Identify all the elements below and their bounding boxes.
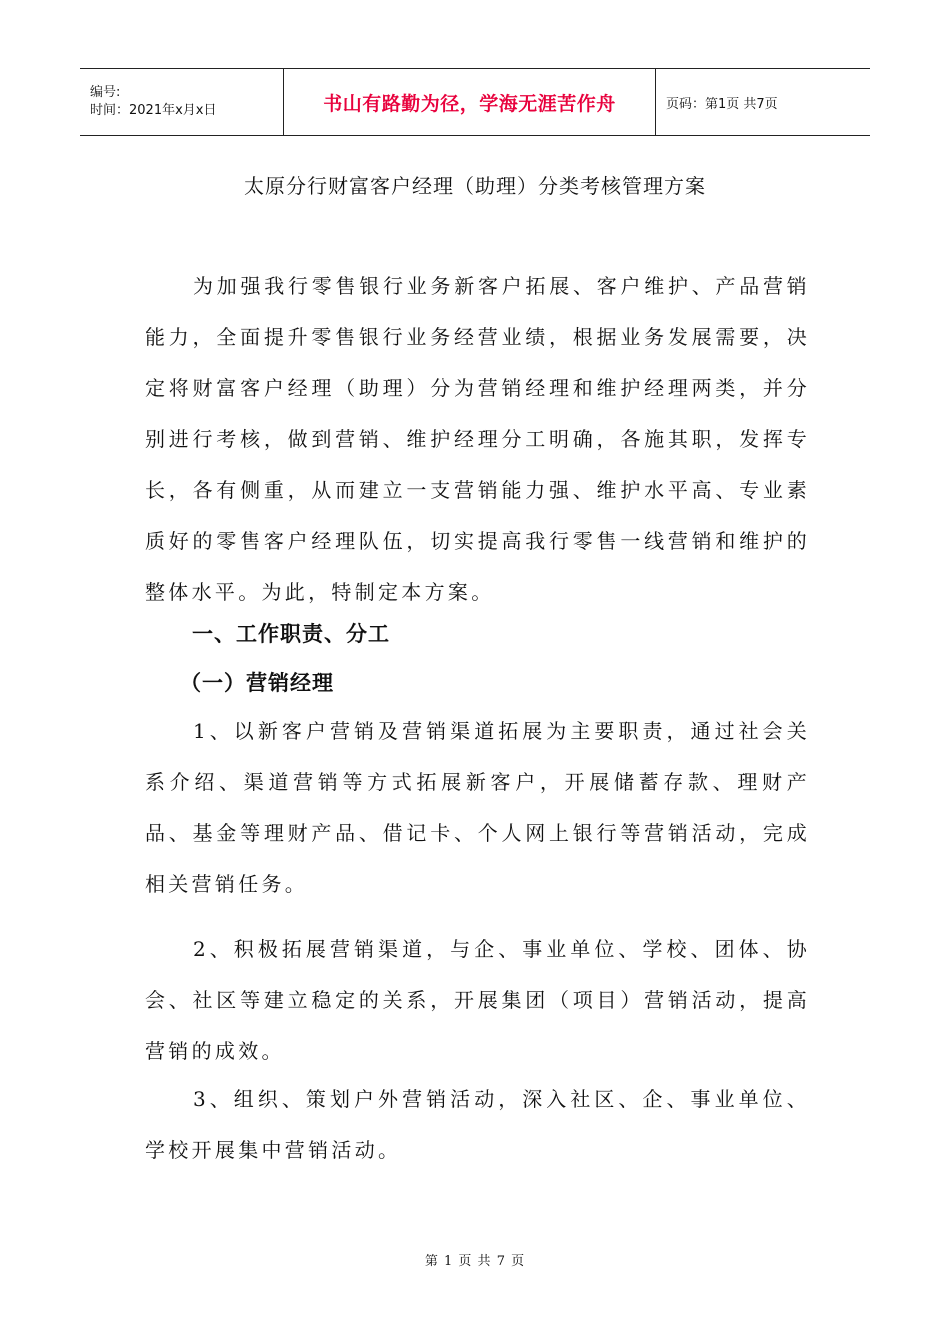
list-item-3: 3、组织、策划户外营销活动，深入社区、企、事业单位、学校开展集中营销活动。 <box>145 1087 810 1162</box>
page-footer: 第 1 页 共 7 页 <box>424 1254 526 1269</box>
subsection-heading: （一）营销经理 <box>180 671 334 695</box>
list-item-2: 2、积极拓展营销渠道，与企、事业单位、学校、团体、协会、社区等建立稳定的关系，开展集团（项目）营销活动，提高营销的成效。 <box>145 937 810 1063</box>
header-page-number: 页码：第1页 共7页 <box>666 96 778 112</box>
header-page-cell <box>656 69 870 135</box>
header-meta-cell <box>80 69 284 135</box>
section-heading: 一、工作职责、分工 <box>192 622 390 646</box>
header-table <box>80 68 870 136</box>
header-motto-cell <box>284 69 656 135</box>
document-number-label: 编号: <box>90 85 121 100</box>
list-item-1: 1、以新客户营销及营销渠道拓展为主要职责，通过社会关系介绍、渠道营销等方式拓展新客户，开展储蓄存款、理财产品、基金等理财产品、借记卡、个人网上银行等营销活动，完成相关营销任务。 <box>145 719 810 896</box>
document-title: 太原分行财富客户经理（助理）分类考核管理方案 <box>244 174 706 198</box>
document-date-label: 时间：2021年x月x日 <box>90 103 217 118</box>
intro-paragraph: 为加强我行零售银行业务新客户拓展、客户维护、产品营销能力，全面提升零售银行业务经营业绩，根据业务发展需要，决定将财富客户经理（助理）分为营销经理和维护经理两类，并分别进行考核，做到营销、维护经理分工明确，各施其职，发挥专长，各有侧重，从而建立一支营销能力强、维护水平高、专业素质好的零售客户经理队伍，切实提高我行零售一线营销和维护的整体水平。为此，特制定本方案。 <box>145 274 810 604</box>
motto-text: 书山有路勤为径，学海无涯苦作舟 <box>323 92 616 115</box>
